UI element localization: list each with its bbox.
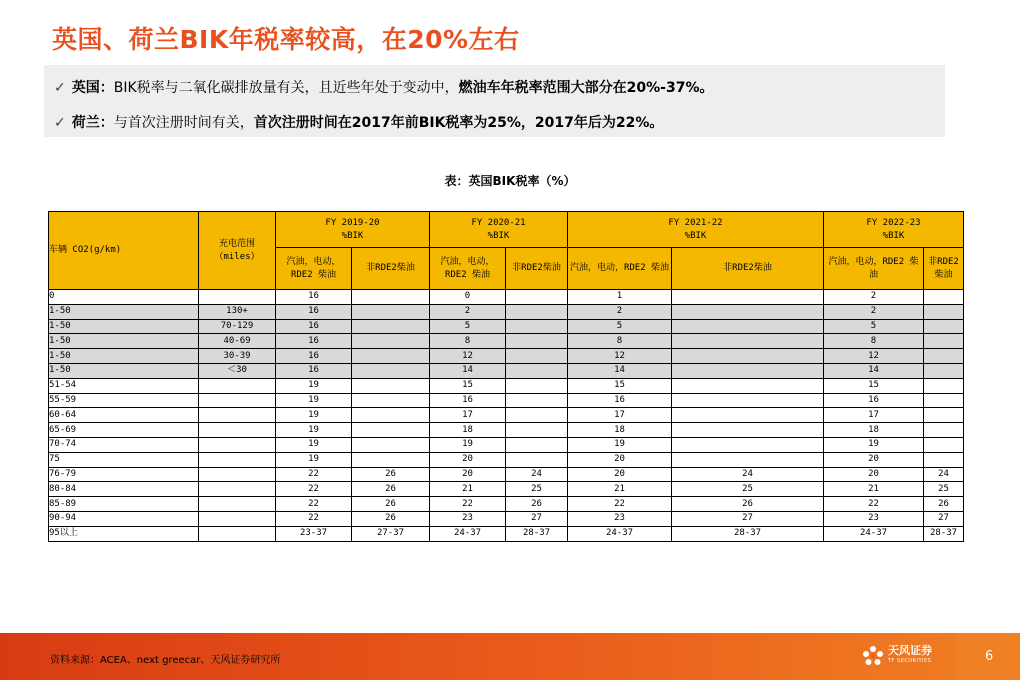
bik-cell xyxy=(672,378,824,393)
fy-label: FY 2021-22 xyxy=(668,217,723,228)
co2-cell: 65-69 xyxy=(49,423,199,438)
table-row xyxy=(49,526,964,541)
charge-range-cell xyxy=(199,467,276,482)
table-row xyxy=(49,482,964,497)
co2-cell: 75 xyxy=(49,452,199,467)
bik-cell xyxy=(924,423,964,438)
bik-cell: 18 xyxy=(430,423,506,438)
bik-cell: 2 xyxy=(824,304,924,319)
table-row xyxy=(49,304,964,319)
bik-cell: 19 xyxy=(276,423,352,438)
co2-cell: 1-50 xyxy=(49,304,199,319)
bik-cell: 26 xyxy=(924,497,964,512)
bik-cell: 19 xyxy=(824,437,924,452)
bullet-highlight: 首次注册时间在2017年前BIK税率为25%，2017年后为22%。 xyxy=(253,115,664,131)
bik-cell xyxy=(506,363,568,378)
bik-cell xyxy=(924,290,964,305)
bik-cell: 26 xyxy=(352,497,430,512)
bik-cell xyxy=(924,334,964,349)
bik-cell: 17 xyxy=(568,408,672,423)
bik-cell: 19 xyxy=(276,452,352,467)
table-row xyxy=(49,467,964,482)
fy-label: FY 2019-20 xyxy=(325,217,380,228)
bik-cell: 22 xyxy=(276,511,352,526)
bik-cell xyxy=(672,452,824,467)
bik-cell: 14 xyxy=(824,363,924,378)
bik-cell: 19 xyxy=(430,437,506,452)
bik-cell: 21 xyxy=(568,482,672,497)
bik-cell xyxy=(672,423,824,438)
bik-cell xyxy=(672,363,824,378)
source-note: 资料来源：ACEA、next greecar、天风证券研究所 xyxy=(50,655,281,666)
bik-label: %BIK xyxy=(882,230,905,241)
bik-cell xyxy=(352,319,430,334)
subheader-non-rde2: 非RDE2柴油 xyxy=(924,248,964,290)
subheader-petrol: 汽油，电动，RDE2 柴油 xyxy=(568,248,672,290)
logo-english: TF SECURITIES xyxy=(888,658,932,664)
table-body xyxy=(49,290,964,542)
bik-cell: 12 xyxy=(568,349,672,364)
bik-cell: 14 xyxy=(430,363,506,378)
bullet-highlight: 燃油车年税率范围大部分在20%-37%。 xyxy=(458,80,714,96)
bik-cell: 16 xyxy=(430,393,506,408)
bik-cell: 25 xyxy=(506,482,568,497)
company-logo xyxy=(862,645,932,667)
summary-box xyxy=(44,65,945,137)
bik-cell: 17 xyxy=(430,408,506,423)
bik-cell: 22 xyxy=(276,497,352,512)
bik-cell xyxy=(506,304,568,319)
bik-cell: 16 xyxy=(824,393,924,408)
bullet-uk xyxy=(54,77,714,97)
bik-cell: 21 xyxy=(824,482,924,497)
bik-cell: 23-37 xyxy=(276,526,352,541)
bik-cell: 24-37 xyxy=(568,526,672,541)
co2-cell: 1-50 xyxy=(49,363,199,378)
bik-cell: 24 xyxy=(506,467,568,482)
bullet-text: 与首次注册时间有关， xyxy=(113,115,254,131)
bik-cell: 16 xyxy=(276,334,352,349)
check-icon: ✓ xyxy=(54,115,66,131)
co2-cell: 1-50 xyxy=(49,319,199,334)
subheader-petrol: 汽油，电动，RDE2 柴油 xyxy=(824,248,924,290)
bik-cell: 16 xyxy=(568,393,672,408)
bik-cell: 28-37 xyxy=(924,526,964,541)
bullet-text: BIK税率与二氧化碳排放量有关，且近些年处于变动中， xyxy=(113,80,459,96)
bik-cell: 26 xyxy=(352,467,430,482)
bik-cell xyxy=(924,319,964,334)
header-co2: 车辆 CO2(g/km) xyxy=(49,212,199,290)
bik-cell: 12 xyxy=(824,349,924,364)
bik-cell: 16 xyxy=(276,349,352,364)
bik-cell xyxy=(924,378,964,393)
bik-cell: 23 xyxy=(568,511,672,526)
charge-range-cell xyxy=(199,423,276,438)
bik-cell: 16 xyxy=(276,363,352,378)
bik-cell xyxy=(672,408,824,423)
bik-cell xyxy=(672,393,824,408)
bik-cell: 27 xyxy=(672,511,824,526)
charge-range-cell: ＜30 xyxy=(199,363,276,378)
bik-label: %BIK xyxy=(487,230,510,241)
bik-cell: 12 xyxy=(430,349,506,364)
table-row xyxy=(49,393,964,408)
table-row xyxy=(49,452,964,467)
table-row xyxy=(49,437,964,452)
bik-cell: 2 xyxy=(824,290,924,305)
bik-cell xyxy=(506,378,568,393)
bik-cell: 5 xyxy=(824,319,924,334)
subheader-non-rde2: 非RDE2柴油 xyxy=(672,248,824,290)
bik-cell: 27 xyxy=(506,511,568,526)
charge-range-cell xyxy=(199,482,276,497)
footer-bar xyxy=(0,633,1020,680)
bik-cell: 26 xyxy=(352,511,430,526)
bik-cell: 20 xyxy=(568,467,672,482)
bik-cell: 22 xyxy=(276,482,352,497)
co2-cell: 0 xyxy=(49,290,199,305)
bik-cell: 24-37 xyxy=(824,526,924,541)
bik-cell: 5 xyxy=(568,319,672,334)
bik-cell xyxy=(672,319,824,334)
fy-label: FY 2022-23 xyxy=(866,217,921,228)
logo-name: 天风证券 xyxy=(888,644,932,657)
bik-cell xyxy=(924,349,964,364)
charge-range-cell xyxy=(199,452,276,467)
table-row xyxy=(49,334,964,349)
bik-cell: 26 xyxy=(672,497,824,512)
charge-range-cell xyxy=(199,408,276,423)
bik-cell xyxy=(924,393,964,408)
flower-logo-icon xyxy=(862,645,884,667)
subheader-petrol: 汽油，电动，RDE2 柴油 xyxy=(276,248,352,290)
bik-cell: 20 xyxy=(430,452,506,467)
bullet-label: 荷兰： xyxy=(71,115,114,131)
bik-cell xyxy=(352,363,430,378)
bik-cell xyxy=(672,290,824,305)
bik-cell xyxy=(672,304,824,319)
charge-range-cell xyxy=(199,497,276,512)
bik-cell xyxy=(924,363,964,378)
bik-cell: 20 xyxy=(824,452,924,467)
co2-cell: 80-84 xyxy=(49,482,199,497)
header-charge-range: 充电范围（miles） xyxy=(199,212,276,290)
bik-cell: 26 xyxy=(506,497,568,512)
bik-cell xyxy=(506,290,568,305)
co2-cell: 60-64 xyxy=(49,408,199,423)
subheader-petrol: 汽油，电动，RDE2 柴油 xyxy=(430,248,506,290)
subheader-non-rde2: 非RDE2柴油 xyxy=(506,248,568,290)
bik-cell: 27 xyxy=(924,511,964,526)
bik-cell xyxy=(672,334,824,349)
page-title: 英国、荷兰BIK年税率较高，在20%左右 xyxy=(52,25,520,54)
header-fy-2021-22 xyxy=(568,212,824,248)
bik-cell: 20 xyxy=(568,452,672,467)
bik-cell: 23 xyxy=(430,511,506,526)
charge-range-cell: 130+ xyxy=(199,304,276,319)
bik-cell: 16 xyxy=(276,319,352,334)
header-fy-2022-23 xyxy=(824,212,964,248)
bik-cell: 28-37 xyxy=(672,526,824,541)
co2-cell: 51-54 xyxy=(49,378,199,393)
header-fy-2019-20 xyxy=(276,212,430,248)
bullet-label: 英国： xyxy=(71,80,114,96)
bullet-nl xyxy=(54,112,663,132)
table-row xyxy=(49,290,964,305)
bik-cell xyxy=(352,290,430,305)
bik-cell: 17 xyxy=(824,408,924,423)
table-row xyxy=(49,319,964,334)
bik-cell: 15 xyxy=(568,378,672,393)
co2-cell: 70-74 xyxy=(49,437,199,452)
bik-cell: 15 xyxy=(430,378,506,393)
bik-cell xyxy=(924,408,964,423)
bik-cell xyxy=(352,437,430,452)
bik-cell xyxy=(506,452,568,467)
bik-cell: 22 xyxy=(824,497,924,512)
bik-cell: 14 xyxy=(568,363,672,378)
bik-cell: 25 xyxy=(672,482,824,497)
bik-cell: 23 xyxy=(824,511,924,526)
co2-cell: 90-94 xyxy=(49,511,199,526)
header-fy-2020-21 xyxy=(430,212,568,248)
bik-rate-table xyxy=(48,211,964,542)
bik-cell xyxy=(506,423,568,438)
bik-cell: 20 xyxy=(430,467,506,482)
bik-cell: 16 xyxy=(276,290,352,305)
table-row xyxy=(49,497,964,512)
co2-cell: 95以上 xyxy=(49,526,199,541)
table-row xyxy=(49,511,964,526)
bik-cell: 19 xyxy=(276,437,352,452)
table-row xyxy=(49,378,964,393)
bik-cell xyxy=(506,393,568,408)
bik-cell: 22 xyxy=(276,467,352,482)
bik-cell: 2 xyxy=(430,304,506,319)
bik-cell: 5 xyxy=(430,319,506,334)
bik-cell xyxy=(672,349,824,364)
co2-cell: 1-50 xyxy=(49,334,199,349)
bik-cell xyxy=(506,334,568,349)
bik-cell xyxy=(352,304,430,319)
charge-range-cell xyxy=(199,378,276,393)
bik-cell: 22 xyxy=(568,497,672,512)
page-number: 6 xyxy=(985,649,994,664)
bik-cell: 19 xyxy=(276,408,352,423)
bik-cell: 19 xyxy=(276,378,352,393)
bik-cell xyxy=(352,408,430,423)
bik-cell: 18 xyxy=(568,423,672,438)
charge-range-cell xyxy=(199,526,276,541)
bik-cell xyxy=(924,437,964,452)
charge-range-cell: 30-39 xyxy=(199,349,276,364)
bik-cell: 15 xyxy=(824,378,924,393)
table-row xyxy=(49,363,964,378)
charge-range-cell: 40-69 xyxy=(199,334,276,349)
bik-cell xyxy=(506,349,568,364)
bik-cell: 21 xyxy=(430,482,506,497)
charge-range-cell xyxy=(199,393,276,408)
co2-cell: 1-50 xyxy=(49,349,199,364)
co2-cell: 55-59 xyxy=(49,393,199,408)
bik-cell xyxy=(506,437,568,452)
charge-range-cell xyxy=(199,437,276,452)
bik-cell xyxy=(352,334,430,349)
subheader-non-rde2: 非RDE2柴油 xyxy=(352,248,430,290)
bik-cell: 19 xyxy=(276,393,352,408)
bik-cell xyxy=(506,408,568,423)
table-row xyxy=(49,408,964,423)
bik-cell: 19 xyxy=(568,437,672,452)
table-row xyxy=(49,349,964,364)
co2-cell: 76-79 xyxy=(49,467,199,482)
bik-cell: 28-37 xyxy=(506,526,568,541)
bik-cell xyxy=(352,393,430,408)
bik-cell: 16 xyxy=(276,304,352,319)
bik-cell: 18 xyxy=(824,423,924,438)
bik-cell: 24 xyxy=(672,467,824,482)
bik-label: %BIK xyxy=(341,230,364,241)
bik-cell xyxy=(672,437,824,452)
co2-cell: 85-89 xyxy=(49,497,199,512)
bik-cell xyxy=(506,319,568,334)
check-icon: ✓ xyxy=(54,80,66,96)
table-row xyxy=(49,423,964,438)
charge-range-cell xyxy=(199,511,276,526)
bik-cell xyxy=(352,423,430,438)
bik-cell xyxy=(924,304,964,319)
table-title: 表：英国BIK税率（%） xyxy=(444,174,576,188)
bik-cell: 8 xyxy=(568,334,672,349)
bik-cell xyxy=(352,349,430,364)
bik-cell: 24 xyxy=(924,467,964,482)
bik-cell xyxy=(924,452,964,467)
charge-range-cell: 70-129 xyxy=(199,319,276,334)
bik-cell: 20 xyxy=(824,467,924,482)
bik-cell: 8 xyxy=(824,334,924,349)
bik-cell xyxy=(352,452,430,467)
bik-cell: 25 xyxy=(924,482,964,497)
bik-cell: 26 xyxy=(352,482,430,497)
bik-cell: 24-37 xyxy=(430,526,506,541)
bik-cell: 8 xyxy=(430,334,506,349)
bik-cell: 22 xyxy=(430,497,506,512)
charge-range-cell xyxy=(199,290,276,305)
bik-cell: 1 xyxy=(568,290,672,305)
bik-cell: 2 xyxy=(568,304,672,319)
bik-cell xyxy=(352,378,430,393)
bik-cell: 0 xyxy=(430,290,506,305)
fy-label: FY 2020-21 xyxy=(471,217,526,228)
bik-label: %BIK xyxy=(684,230,707,241)
bik-cell: 27-37 xyxy=(352,526,430,541)
